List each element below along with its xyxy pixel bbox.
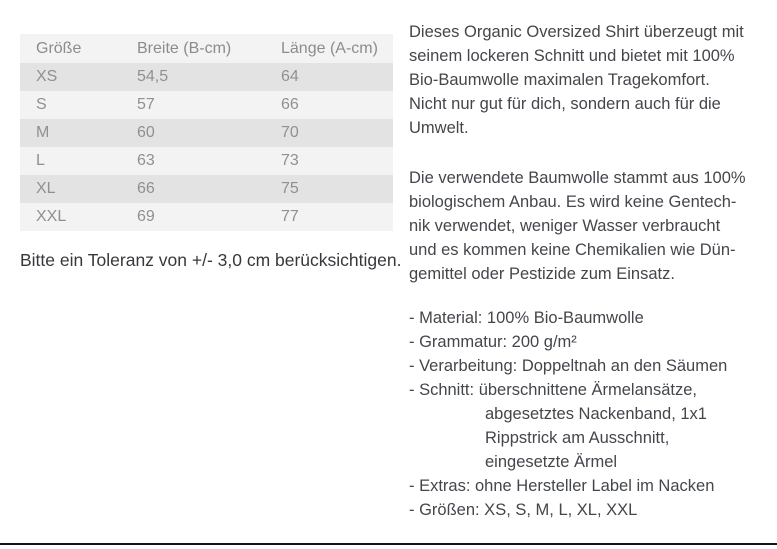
- intro-line: Umwelt.: [409, 119, 469, 137]
- size-table-body: [20, 63, 393, 231]
- cotton-line: Die verwendete Baumwolle stammt aus 100%: [409, 169, 746, 187]
- column-header-laenge: Länge (A-cm): [281, 39, 378, 57]
- cotton-line: und es kommen keine Chemikalien wie Dün-: [409, 241, 736, 259]
- size-table-header: [20, 34, 393, 63]
- spec-extras: - Extras: ohne Hersteller Label im Nacken: [409, 477, 715, 495]
- laenge-cell: 64: [281, 68, 299, 85]
- spec-schnitt-continued: abgesetztes Nackenband, 1x1: [485, 405, 707, 423]
- cotton-line: nik verwendet, weniger Wasser verbraucht: [409, 217, 721, 235]
- spec-verarbeitung: - Verarbeitung: Doppeltnah an den Säumen: [409, 357, 728, 375]
- size-cell: L: [36, 152, 45, 169]
- size-table: [20, 34, 393, 231]
- table-row-xs: [20, 63, 393, 91]
- spec-groessen: - Größen: XS, S, M, L, XL, XXL: [409, 501, 638, 519]
- description-intro-paragraph: [409, 20, 771, 140]
- breite-cell: 54,5: [137, 68, 169, 85]
- intro-line: Nicht nur gut für dich, sondern auch für die: [409, 95, 721, 113]
- spec-list: [409, 306, 771, 522]
- laenge-cell: 75: [281, 180, 299, 197]
- size-cell: XXL: [36, 208, 67, 225]
- breite-cell: 63: [137, 152, 155, 169]
- spec-grammatur: - Grammatur: 200 g/m²: [409, 333, 577, 351]
- laenge-cell: 70: [281, 124, 299, 141]
- size-cell: S: [36, 96, 47, 113]
- laenge-cell: 73: [281, 152, 299, 169]
- intro-line: Dieses Organic Oversized Shirt überzeugt mit: [409, 23, 744, 41]
- column-header-groesse: Größe: [36, 39, 82, 57]
- intro-line: seinem lockeren Schnitt und bietet mit 100%: [409, 47, 735, 65]
- cotton-line: biologischem Anbau. Es wird keine Gentech-: [409, 193, 737, 211]
- size-table-header-row: [20, 34, 393, 63]
- table-row-xxl: [20, 203, 393, 231]
- intro-line: Bio-Baumwolle maximalen Tragekomfort.: [409, 71, 710, 89]
- breite-cell: 69: [137, 208, 155, 225]
- table-row-s: [20, 91, 393, 119]
- laenge-cell: 66: [281, 96, 299, 113]
- bottom-divider: [0, 543, 777, 545]
- spec-schnitt-continued: Rippstrick am Ausschnitt,: [485, 429, 670, 447]
- column-header-breite: Breite (B-cm): [137, 39, 232, 57]
- table-row-xl: [20, 175, 393, 203]
- size-cell: M: [36, 124, 50, 141]
- breite-cell: 57: [137, 96, 155, 113]
- table-row-l: [20, 147, 393, 175]
- table-row-m: [20, 119, 393, 147]
- cotton-line: gemittel oder Pestizide zum Einsatz.: [409, 265, 675, 283]
- product-description: [409, 20, 771, 522]
- breite-cell: 66: [137, 180, 155, 197]
- spec-material: - Material: 100% Bio-Baumwolle: [409, 309, 644, 327]
- size-cell: XL: [36, 180, 56, 197]
- spec-schnitt: - Schnitt: überschnittene Ärmelansätze,: [409, 381, 697, 399]
- laenge-cell: 77: [281, 208, 299, 225]
- description-cotton-paragraph: [409, 166, 771, 286]
- size-cell: XS: [36, 68, 58, 85]
- breite-cell: 60: [137, 124, 155, 141]
- spec-schnitt-continued: eingesetzte Ärmel: [485, 453, 618, 471]
- tolerance-note: Bitte ein Toleranz von +/- 3,0 cm berücksichtigen.: [20, 250, 402, 270]
